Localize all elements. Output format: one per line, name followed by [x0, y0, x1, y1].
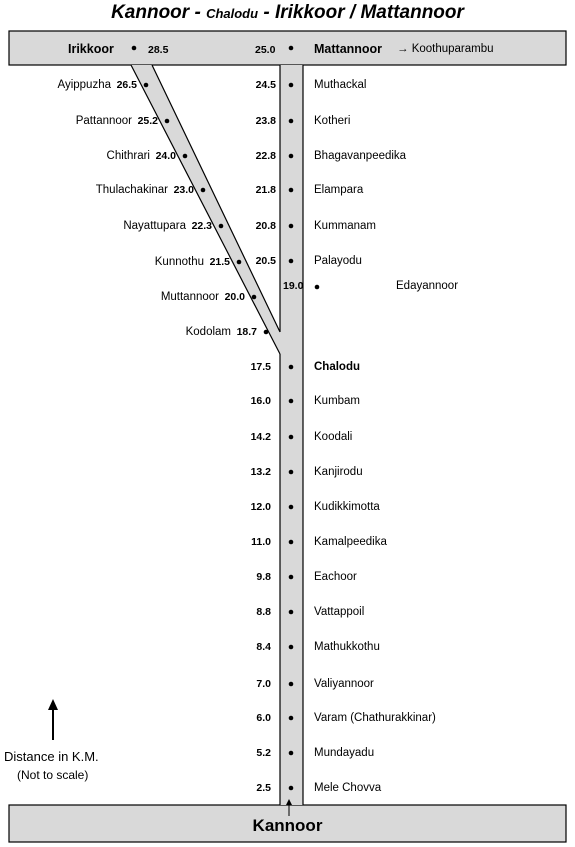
- branch-stop-name: Kunnothu: [154, 256, 204, 268]
- main-stop-name: Kummanam: [314, 220, 376, 232]
- stop-dot: [252, 295, 257, 300]
- main-stop-dist: 22.8: [255, 150, 276, 162]
- main-stop-dist: 23.8: [255, 115, 276, 127]
- branch-stop-name: Pattannoor: [75, 115, 132, 127]
- stop-dot: [289, 259, 294, 264]
- branch-stop-dist: 21.5: [209, 256, 230, 268]
- main-stop-name: Koodali: [314, 431, 353, 443]
- main-stop-name: Mathukkothu: [314, 641, 380, 653]
- stop-irikkoor-dist: 28.5: [148, 44, 169, 56]
- branch-stop-dist: 23.0: [173, 184, 194, 196]
- stop-dot: [289, 540, 294, 545]
- stop-dot: [289, 682, 294, 687]
- stop-dot: [289, 716, 294, 721]
- main-stop-name: Kamalpeedika: [314, 536, 387, 548]
- continuation-label: → Koothuparambu: [397, 43, 494, 55]
- stop-dot: [201, 188, 206, 193]
- main-stop-dist: 13.2: [250, 466, 271, 478]
- main-stop-name: Bhagavanpeedika: [314, 150, 407, 162]
- main-stop-dist: 2.5: [256, 782, 271, 794]
- stop-dot: [289, 786, 294, 791]
- main-stop-dist: 24.5: [255, 79, 276, 91]
- main-stop-name: Valiyannoor: [314, 678, 374, 690]
- main-stop-dist: 8.4: [256, 641, 271, 653]
- stop-dot: [289, 224, 294, 229]
- main-stop-dist: 6.0: [256, 712, 271, 724]
- terminus-kannoor: Kannoor: [252, 816, 323, 835]
- branch-stop-dist: 18.7: [236, 326, 257, 338]
- stop-dot: [165, 119, 170, 124]
- stop-dot: [289, 365, 294, 370]
- main-stop-name: Kumbam: [314, 395, 361, 407]
- branch-stop-name: Muttannoor: [160, 291, 219, 303]
- main-stop-dist: 20.5: [255, 255, 276, 267]
- stop-dot: [289, 435, 294, 440]
- branch-stop-name: Ayippuzha: [57, 79, 111, 91]
- branch-stop-name: Kodolam: [185, 326, 231, 338]
- stop-dot: [144, 83, 149, 88]
- main-stop-name: Muthackal: [314, 79, 367, 91]
- stop-dot: [315, 285, 320, 290]
- main-stop-dist: 21.8: [255, 184, 276, 196]
- main-stop-dist: 12.0: [250, 501, 271, 513]
- offset-stop-name: Edayannoor: [396, 280, 459, 292]
- offset-stop-dist: 19.0: [283, 280, 304, 292]
- main-stop-name: Kotheri: [314, 115, 351, 127]
- stop-mattannoor-name: Mattannoor: [314, 42, 383, 56]
- main-stop-dist: 11.0: [251, 536, 271, 548]
- stop-dot: [289, 154, 294, 159]
- stop-dot: [289, 119, 294, 124]
- main-stop-name: Palayodu: [314, 255, 362, 267]
- stop-dot: [183, 154, 188, 159]
- stop-dot: [289, 751, 294, 756]
- main-stop-dist: 8.8: [256, 606, 271, 618]
- main-stop-dist: 7.0: [256, 678, 271, 690]
- main-stop-dist: 14.2: [250, 431, 271, 443]
- main-stop-name: Mele Chovva: [314, 782, 382, 794]
- legend-scale-note: (Not to scale): [17, 768, 89, 782]
- main-stop-name: Chalodu: [314, 361, 360, 373]
- main-stop-dist: 16.0: [250, 395, 271, 407]
- branch-stop-dist: 20.0: [224, 291, 245, 303]
- stop-irikkoor-name: Irikkoor: [68, 42, 114, 56]
- main-stop-name: Elampara: [314, 184, 364, 196]
- page-title: Kannoor - Chalodu - Irikkoor / Mattannoor: [111, 2, 464, 23]
- stop-dot: [132, 46, 137, 51]
- legend-distance: Distance in K.M.: [4, 749, 99, 764]
- stop-dot: [289, 83, 294, 88]
- main-stop-dist: 17.5: [250, 361, 271, 373]
- main-stop-name: Mundayadu: [314, 747, 375, 759]
- stop-dot: [219, 224, 224, 229]
- stop-dot: [289, 46, 294, 51]
- stop-dot: [289, 399, 294, 404]
- stop-dot: [264, 330, 269, 335]
- main-stop-dist: 9.8: [256, 571, 271, 583]
- branch-stop-dist: 25.2: [137, 115, 158, 127]
- stop-dot: [289, 575, 294, 580]
- main-stop-dist: 20.8: [255, 220, 276, 232]
- stop-dot: [289, 610, 294, 615]
- main-stop-dist: 5.2: [256, 747, 271, 759]
- stop-dot: [289, 645, 294, 650]
- branch-stop-dist: 22.3: [191, 220, 212, 232]
- branch-stop-name: Chithrari: [106, 150, 150, 162]
- stop-dot: [289, 470, 294, 475]
- main-stop-name: Vattappoil: [314, 606, 365, 618]
- branch-stop-name: Thulachakinar: [95, 184, 168, 196]
- stop-mattannoor-dist: 25.0: [255, 44, 276, 56]
- branch-stop-dist: 24.0: [155, 150, 176, 162]
- stop-dot: [289, 188, 294, 193]
- stop-dot: [289, 505, 294, 510]
- branch-stop-name: Nayattupara: [123, 220, 186, 232]
- stop-dot: [237, 260, 242, 265]
- main-stop-name: Eachoor: [314, 571, 357, 583]
- main-stop-name: Varam (Chathurakkinar): [314, 712, 436, 724]
- main-stop-name: Kudikkimotta: [314, 501, 380, 513]
- branch-stop-dist: 26.5: [116, 79, 137, 91]
- main-stop-name: Kanjirodu: [314, 466, 363, 478]
